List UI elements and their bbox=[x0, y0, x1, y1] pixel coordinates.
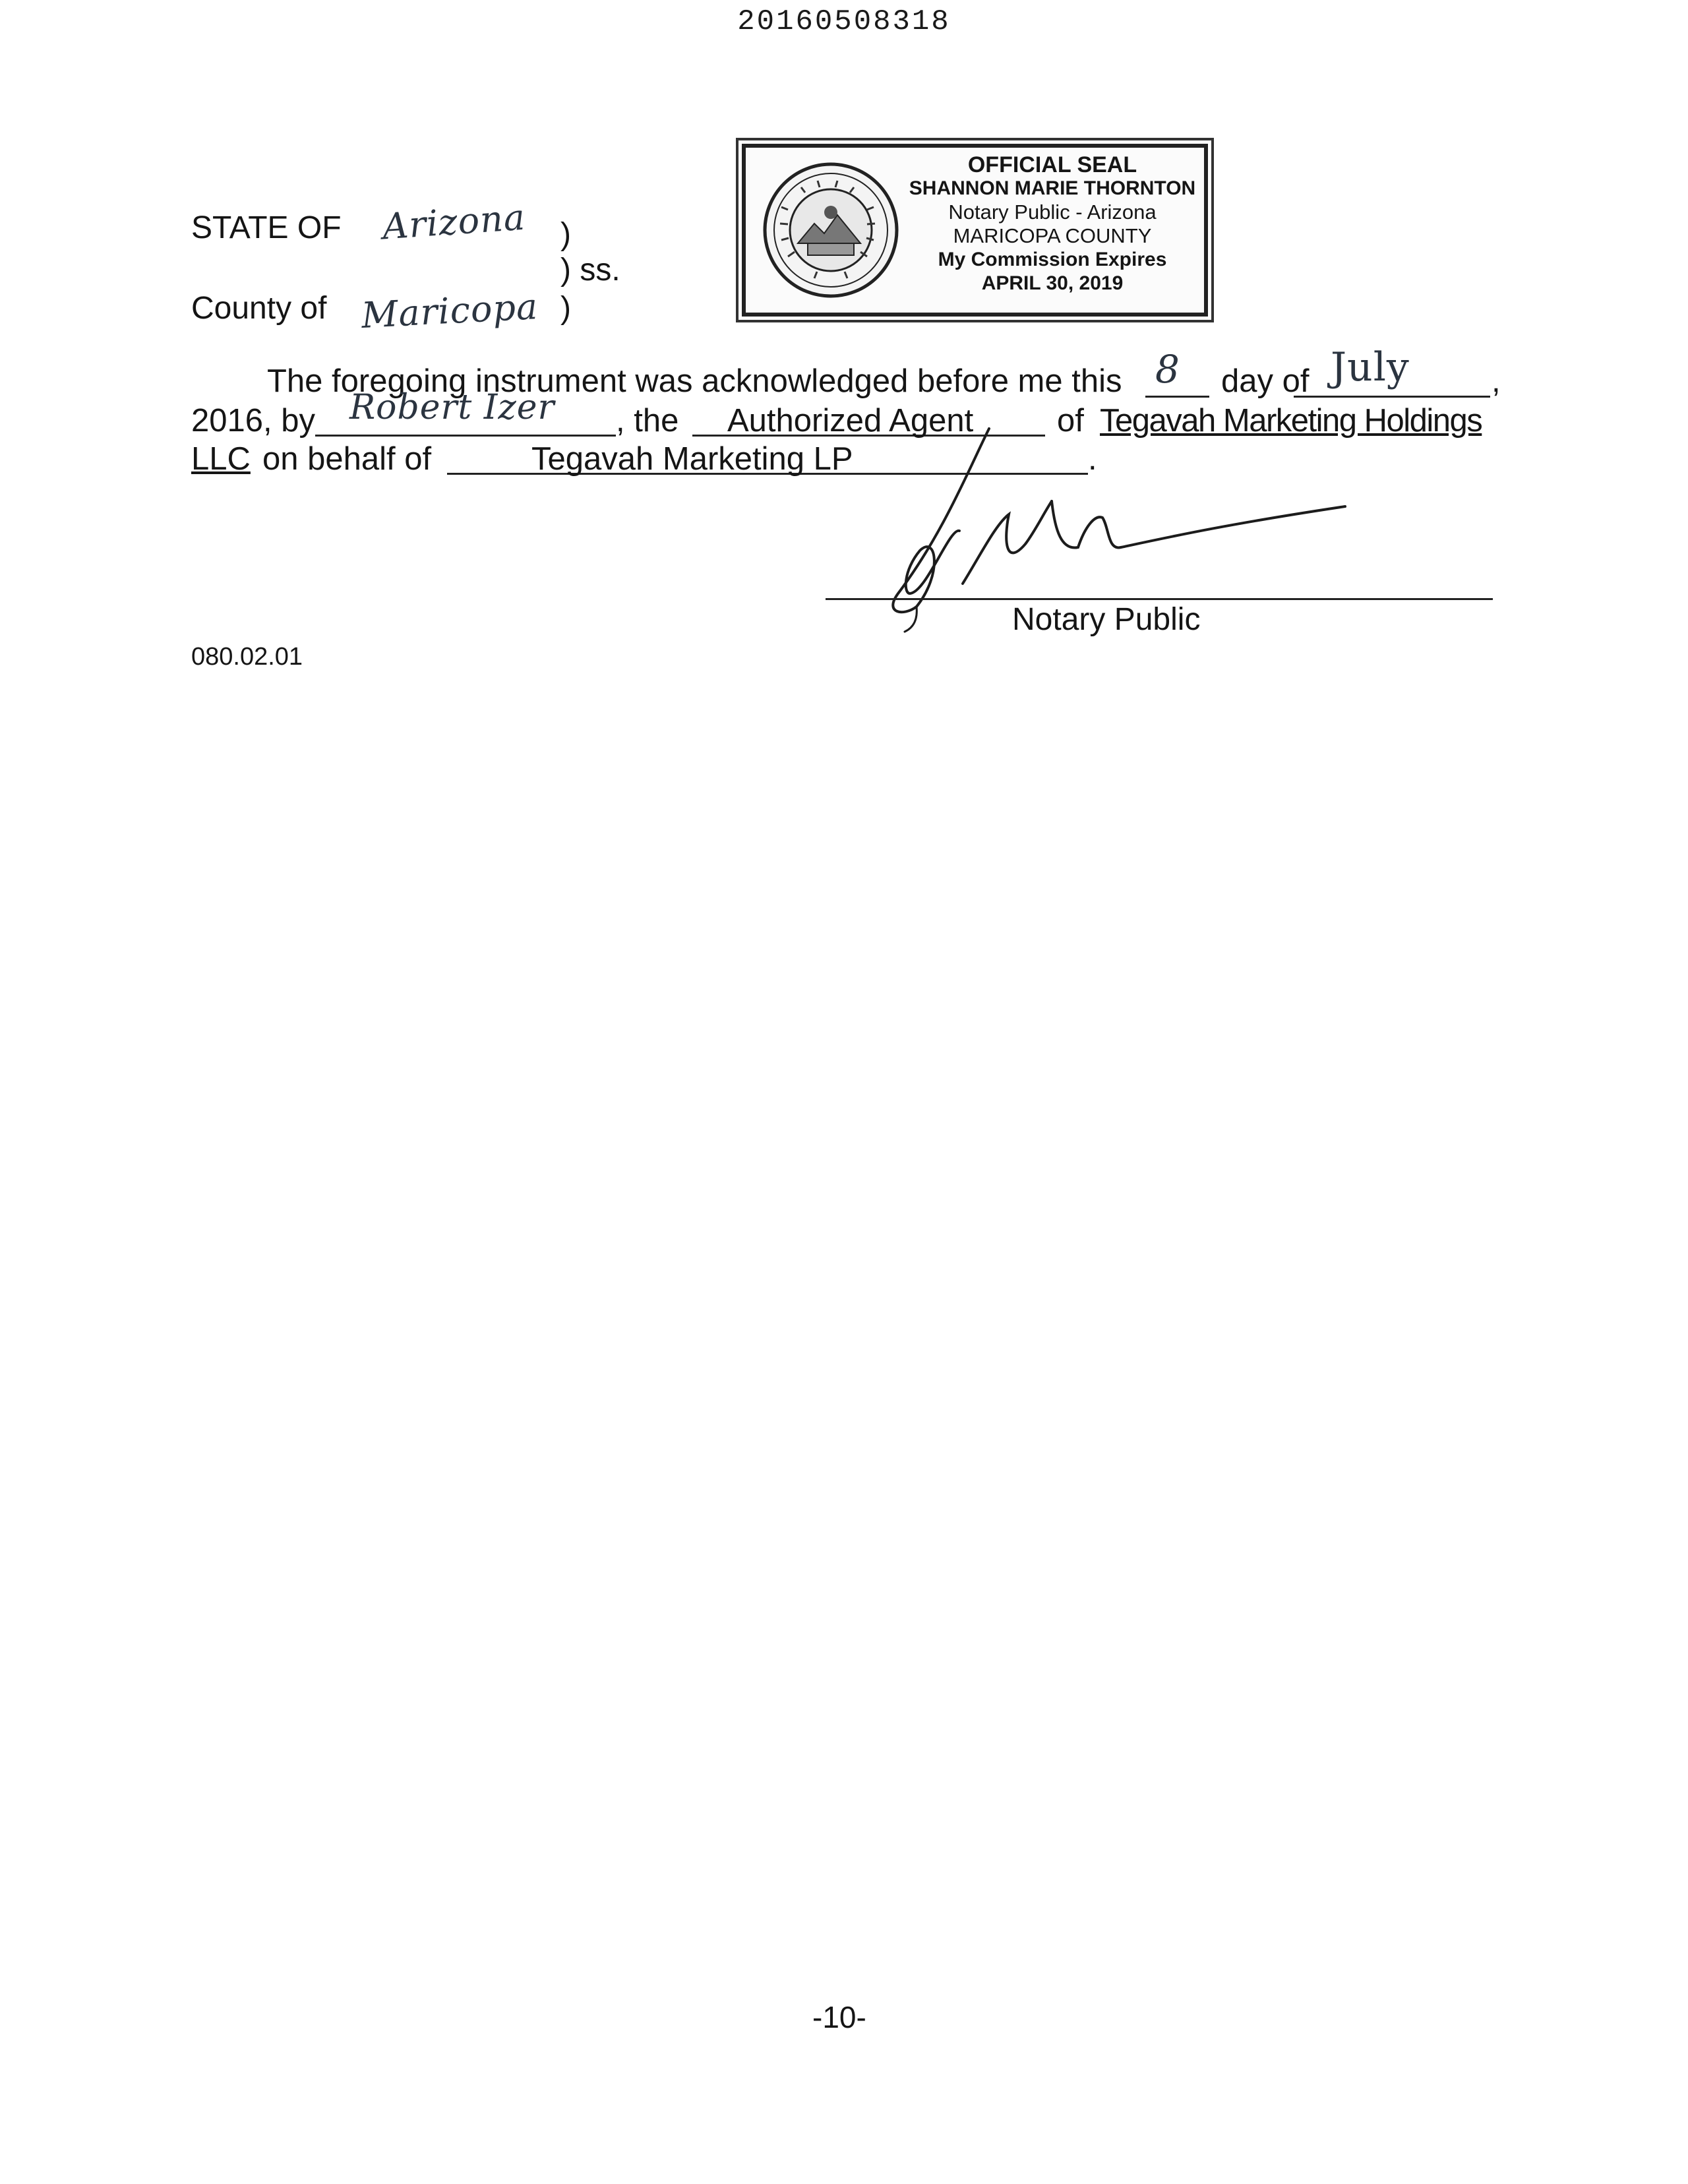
ack-principal: Tegavah Marketing LP bbox=[531, 441, 853, 477]
venue-paren-2: ) bbox=[560, 291, 571, 326]
ack-year-by: 2016, by bbox=[191, 403, 315, 439]
notary-seal bbox=[742, 144, 1208, 317]
ack-role: Authorized Agent bbox=[727, 403, 974, 439]
venue-ss: ) ss. bbox=[560, 253, 620, 288]
signer-value-handwritten: Robert Izer bbox=[349, 388, 555, 427]
county-value-handwritten: Maricopa bbox=[360, 286, 539, 336]
ack-day-of: day of bbox=[1221, 363, 1310, 399]
seal-commission-date: APRIL 30, 2019 bbox=[981, 272, 1124, 294]
arizona-state-seal-icon bbox=[762, 161, 900, 299]
day-value-handwritten: 8 bbox=[1155, 347, 1180, 392]
ack-comma: , bbox=[1492, 363, 1501, 399]
ack-company-part1: Tegavah Marketing Holdings bbox=[1100, 403, 1482, 439]
state-label: STATE OF bbox=[191, 210, 342, 245]
seal-title: OFFICIAL SEAL bbox=[967, 152, 1137, 177]
notary-public-label: Notary Public bbox=[1012, 602, 1201, 637]
county-label: County of bbox=[191, 291, 327, 326]
month-value-handwritten: July bbox=[1331, 344, 1410, 390]
recording-number: 20160508318 bbox=[737, 5, 951, 38]
ack-of: of bbox=[1057, 403, 1084, 439]
ack-company-part2: LLC bbox=[191, 441, 251, 477]
seal-text-block bbox=[904, 153, 1201, 295]
ack-period: . bbox=[1088, 441, 1097, 477]
seal-commission-label: My Commission Expires bbox=[938, 249, 1167, 270]
seal-county: MARICOPA COUNTY bbox=[953, 224, 1152, 247]
page-number: -10- bbox=[812, 2000, 866, 2034]
venue-paren-1: ) bbox=[560, 217, 571, 252]
state-value-handwritten: Arizona bbox=[381, 196, 527, 248]
ack-line-1-text: The foregoing instrument was acknowledged before me this bbox=[267, 363, 1122, 399]
seal-notary-state: Notary Public - Arizona bbox=[948, 200, 1157, 224]
document-code: 080.02.01 bbox=[191, 643, 303, 671]
seal-notary-name: SHANNON MARIE THORNTON bbox=[909, 177, 1196, 199]
notary-signature-line bbox=[826, 598, 1493, 600]
ack-the: , the bbox=[616, 403, 679, 439]
ack-on-behalf-of: on behalf of bbox=[262, 441, 432, 477]
